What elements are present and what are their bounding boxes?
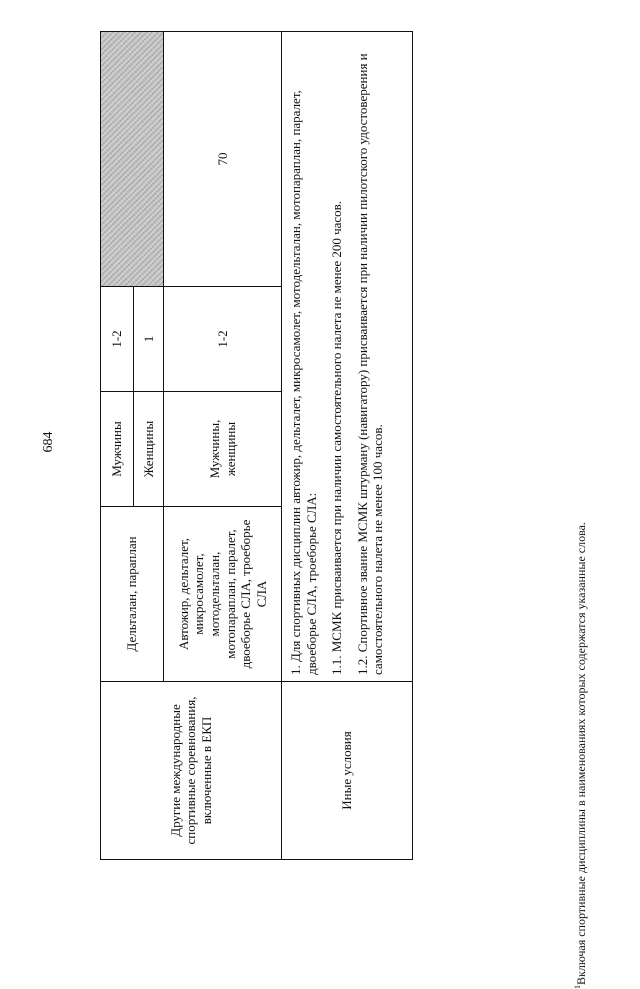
discipline-paragliding: Дельталан, параплан — [124, 536, 140, 652]
discipline-cell — [164, 507, 282, 682]
gender-cell — [101, 392, 134, 507]
value-70: 70 — [214, 152, 230, 166]
places-cell — [101, 287, 134, 392]
places-male: 1-2 — [109, 330, 125, 348]
page-number: 684 — [41, 431, 56, 453]
competition-category: Другие международные спортивные соревнования, включенные в ЕКП — [167, 696, 214, 845]
places-cell — [134, 287, 164, 392]
discipline-cell — [101, 507, 164, 682]
places-mixed: 1-2 — [214, 330, 230, 348]
places-cell — [164, 287, 282, 392]
other-conditions-text-cell — [282, 32, 413, 682]
gender-male: Мужчины — [109, 421, 125, 477]
gender-cell — [164, 392, 282, 507]
competition-category-cell — [101, 682, 282, 860]
gender-cell — [134, 392, 164, 507]
other-conditions-label-cell — [282, 682, 413, 860]
places-female: 1 — [140, 335, 156, 343]
gender-female: Женщины — [140, 420, 156, 478]
condition-1: 1. Для спортивных дисциплин автожир, дельталет, микросамолет, мотодельталан, мотопараплан, паралет, двоеборье СЛА, троеборье СЛА: — [288, 90, 319, 675]
other-conditions-label: Иные условия — [339, 731, 355, 810]
value-cell — [164, 32, 282, 287]
requirements-table — [100, 32, 412, 860]
footnote-text: Включая спортивные дисциплины в наименованиях которых содержатся указанные слова. — [574, 522, 588, 985]
shaded-cell — [101, 32, 164, 287]
condition-1-1: 1.1. МСМК присваивается при наличии самостоятельного налета не менее 200 часов. — [329, 200, 345, 675]
footnote-marker: 1 — [573, 985, 582, 989]
footnote — [567, 369, 589, 989]
condition-1-2: 1.2. Спортивное звание МСМК штурману (навигатору) присваивается при наличии пилотского удостоверения и самостоятельного налета не менее 100 часов. — [354, 53, 386, 675]
gender-mixed: Мужчины, женщины — [206, 419, 238, 479]
discipline-motorized: Автожир, дельталет, микросамолет, мотодельталан, мотопараплан, паралет, двоеборье СЛА, троеборье СЛА — [175, 519, 269, 669]
